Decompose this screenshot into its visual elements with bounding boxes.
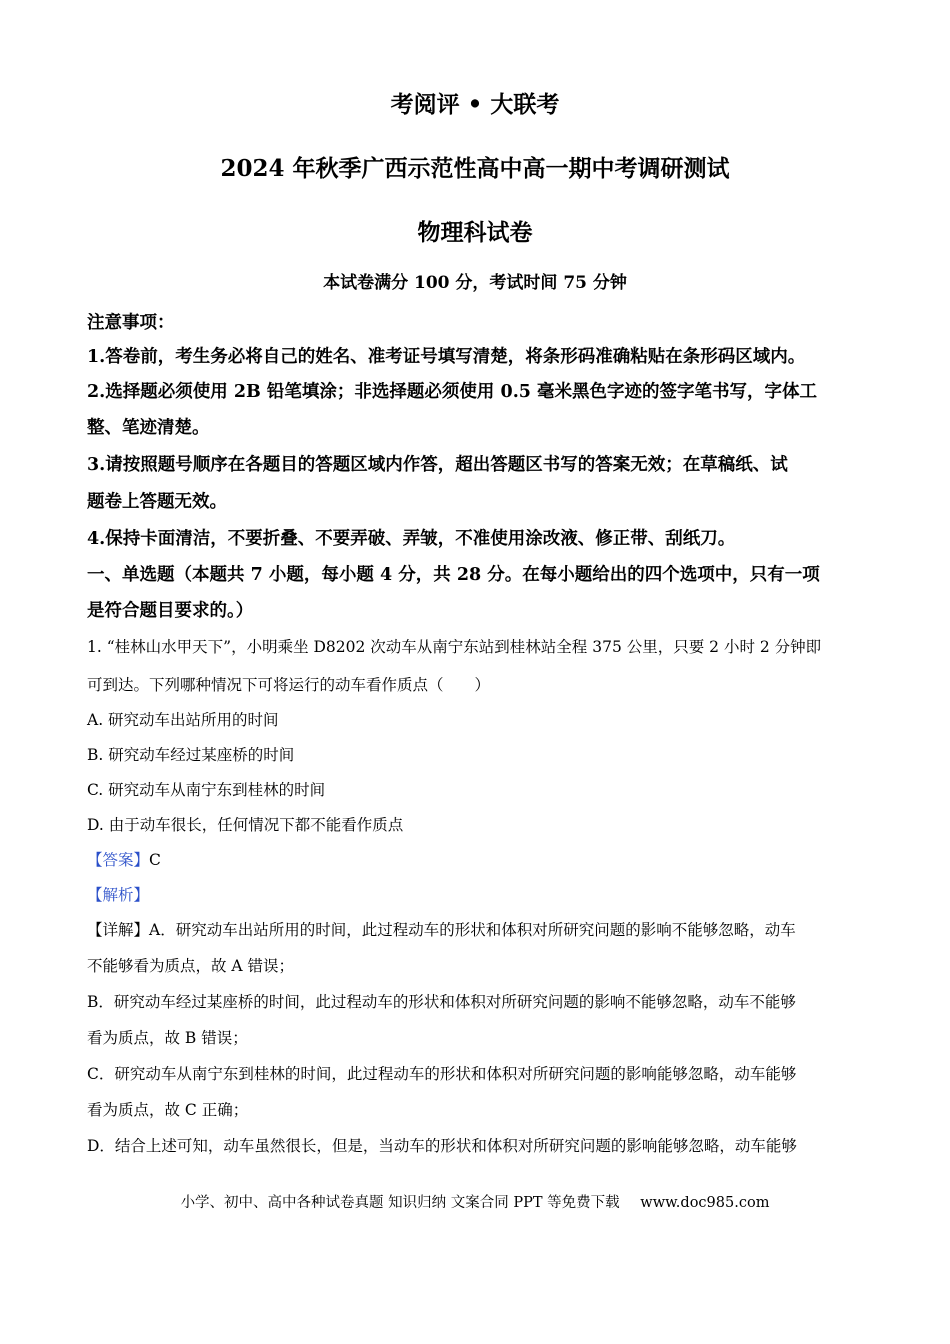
subject-title: 物理科试卷: [417, 219, 533, 246]
notice-item-4: 4.保持卡面清洁，不要折叠、不要弄破、弄皱，不准使用涂改液、修正带、刮纸刀。: [87, 529, 736, 549]
section-title-cont: 是符合题目要求的。）: [87, 601, 254, 621]
detail-b: B．研究动车经过某座桥的时间，此过程动车的形状和体积对所研究问题的影响不能够忽略，动车不能够: [87, 993, 796, 1011]
option-d: D. 由于动车很长，任何情况下都不能看作质点: [87, 816, 404, 834]
question-stem-cont: 可到达。下列哪种情况下可将运行的动车看作质点（ ）: [87, 676, 491, 694]
exam-subtitle: 本试卷满分 100 分，考试时间 75 分钟: [323, 273, 627, 293]
detail-tag: 【详解】: [87, 921, 150, 939]
notice-item-3: 3.请按照题号顺序在各题目的答题区域内作答，超出答题区书写的答案无效；在草稿纸、试: [87, 455, 788, 475]
question-stem: 1. “桂林山水甲天下”，小明乘坐 D8202 次动车从南宁东站到桂林站全程 375 公里，只要 2 小时 2 分钟即: [87, 638, 822, 656]
detail-a: [87, 918, 796, 940]
detail-d: D．结合上述可知，动车虽然很长，但是，当动车的形状和体积对所研究问题的影响能够忽略，动车能够: [87, 1137, 797, 1155]
analysis-tag: 【解析】: [87, 886, 150, 904]
detail-c: C．研究动车从南宁东到桂林的时间，此过程动车的形状和体积对所研究问题的影响能够忽略，动车能够: [87, 1065, 797, 1083]
detail-b-cont: 看为质点，故 B 错误；: [87, 1029, 248, 1047]
answer-tag: 【答案】: [87, 851, 150, 869]
header-brand: 考阅评 • 大联考: [390, 91, 560, 118]
detail-c-cont: 看为质点，故 C 正确；: [87, 1101, 249, 1119]
section-title: 一、单选题（本题共 7 小题，每小题 4 分，共 28 分。在每小题给出的四个选项中，只有一项: [87, 565, 820, 585]
detail-a-cont: 不能够看为质点，故 A 错误；: [87, 957, 295, 975]
page-footer: [0, 1191, 950, 1212]
notice-title: 注意事项：: [87, 313, 175, 333]
option-b: B. 研究动车经过某座桥的时间: [87, 746, 295, 764]
detail-a-text: A．研究动车出站所用的时间，此过程动车的形状和体积对所研究问题的影响不能够忽略，动车: [149, 921, 796, 939]
footer-text: 小学、初中、高中各种试卷真题 知识归纳 文案合同 PPT 等免费下载: [180, 1195, 620, 1211]
notice-item-3-cont: 题卷上答题无效。: [87, 492, 227, 512]
option-a: A. 研究动车出站所用的时间: [87, 711, 279, 729]
answer-line: [87, 848, 161, 870]
answer-value: C: [149, 851, 161, 869]
notice-item-2-cont: 整、笔迹清楚。: [87, 418, 210, 438]
option-c: C. 研究动车从南宁东到桂林的时间: [87, 781, 326, 799]
exam-title: 2024 年秋季广西示范性高中高一期中考调研测试: [220, 155, 730, 182]
footer-url[interactable]: www.doc985.com: [640, 1195, 770, 1211]
notice-item-1: 1.答卷前，考生务必将自己的姓名、准考证号填写清楚，将条形码准确粘贴在条形码区域内。: [87, 347, 806, 367]
notice-item-2: 2.选择题必须使用 2B 铅笔填涂；非选择题必须使用 0.5 毫米黑色字迹的签字笔书写，字体工: [87, 382, 818, 402]
